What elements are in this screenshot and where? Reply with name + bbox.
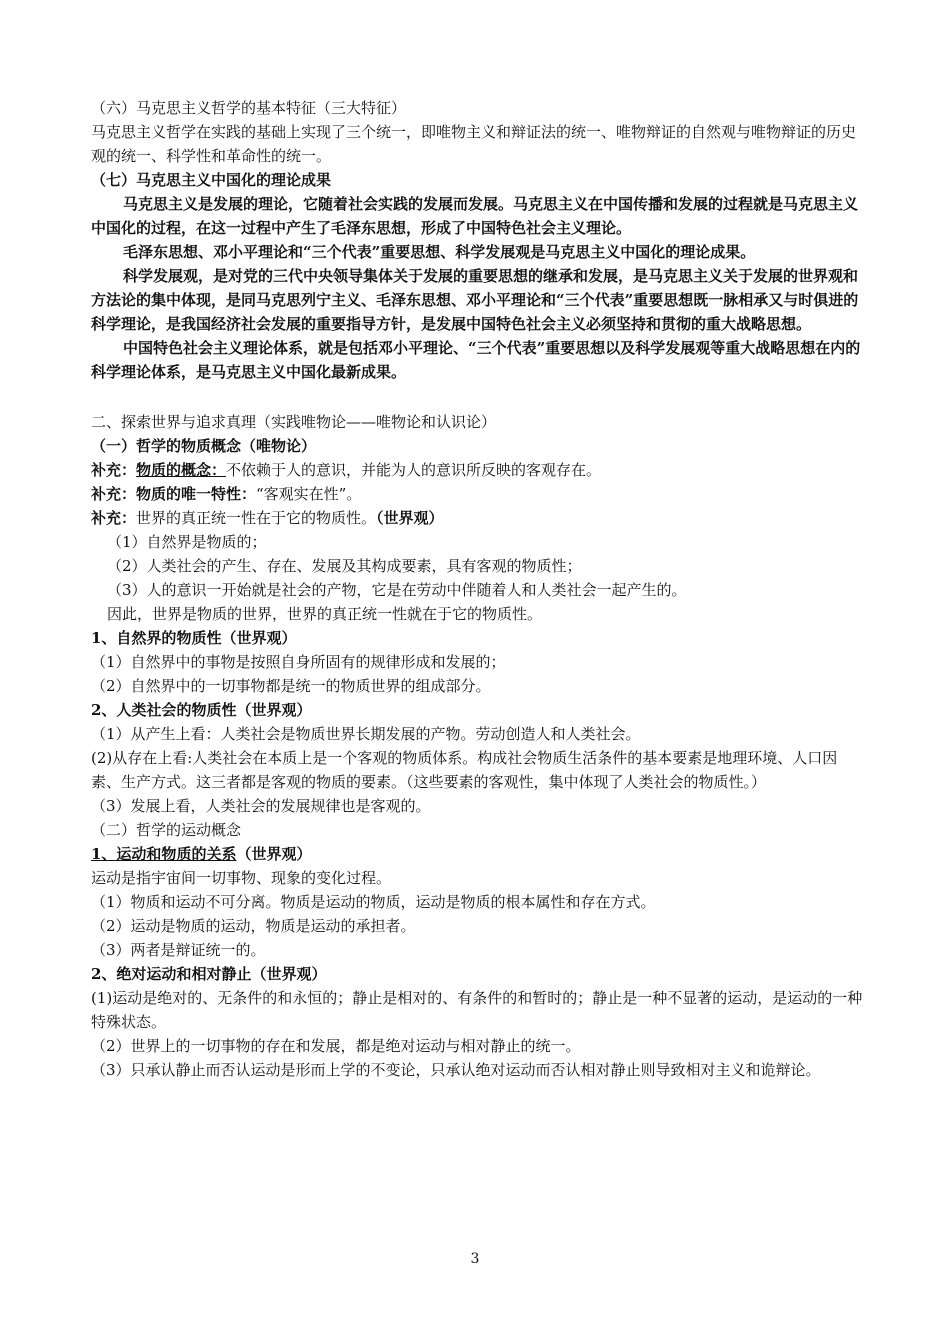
list-item: （2）世界上的一切事物的存在和发展，都是绝对运动与相对静止的统一。: [91, 1037, 581, 1055]
list-item: （3）只承认静止而否认运动是形而上学的不变论，只承认绝对运动而否认相对静止则导致相对主义和诡辩论。: [91, 1061, 821, 1079]
list-item: (1)运动是绝对的、无条件的和永恒的；静止是相对的、有条件的和暂时的；静止是一种不显著的运动，是运动的一种特殊状态。: [91, 989, 863, 1031]
page-number: 3: [470, 1251, 480, 1267]
definition-matter: 不依赖于人的意识，并能为人的意识所反映的客观存在。: [226, 461, 602, 479]
objective-reality: “客观实在性”。: [256, 485, 362, 503]
supplement-only-property-label: 补充：物质的唯一特性：: [91, 485, 257, 503]
paragraph-three-unifications: 马克思主义哲学在实践的基础上实现了三个统一，即唯物主义和辩证法的统一、唯物辩证的自然观与唯物辩证的历史观的统一、科学性和革命性的统一。: [91, 123, 857, 165]
list-item: （3）两者是辩证统一的。: [91, 941, 266, 959]
list-item: （1）自然界是物质的；: [107, 533, 267, 551]
list-item: （2）人类社会的产生、存在、发展及其构成要素，具有客观的物质性；: [107, 557, 582, 575]
motion-definition: 运动是指宇宙间一切事物、现象的变化过程。: [91, 869, 392, 887]
paragraph-theory-system: 中国特色社会主义理论体系，就是包括邓小平理论、“三个代表”重要思想以及科学发展观等重大战略思想在内的科学理论体系，是马克思主义中国化最新成果。: [91, 339, 861, 381]
worldview-tag: （世界观）: [236, 845, 312, 863]
list-item: （3）发展上看，人类社会的发展规律也是客观的。: [91, 797, 431, 815]
list-item: （2）运动是物质的运动，物质是运动的承担者。: [91, 917, 416, 935]
heading-society-materiality: 2、人类社会的物质性（世界观）: [91, 701, 312, 719]
motion-matter-title: 1、运动和物质的关系: [91, 845, 237, 863]
list-item: （3）人的意识一开始就是社会的产物，它是在劳动中伴随着人和人类社会一起产生的。: [107, 581, 687, 599]
paragraph-marxism-development: 马克思主义是发展的理论，它随着社会实践的发展而发展。马克思主义在中国传播和发展的过程就是马克思主义中国化的过程，在这一过程中产生了毛泽东思想，形成了中国特色社会主义理论。: [91, 195, 859, 237]
paragraph-theory-results: 毛泽东思想、邓小平理论和“三个代表”重要思想、科学发展观是马克思主义中国化的理论成果。: [123, 243, 756, 261]
unity-statement: 世界的真正统一性在于它的物质性。: [136, 509, 377, 527]
section-two-title: 二、探索世界与追求真理（实践唯物论——唯物论和认识论）: [91, 413, 497, 431]
heading-motion-matter: [91, 842, 863, 866]
page-body: [91, 96, 863, 1082]
heading-matter-concept: （一）哲学的物质概念（唯物论）: [91, 437, 317, 455]
supplement-matter-concept: [91, 458, 863, 482]
heading-seven: （七）马克思主义中国化的理论成果: [91, 171, 332, 189]
supplement-only-property: [91, 482, 863, 506]
section-gap: [91, 384, 863, 410]
heading-absolute-relative: 2、绝对运动和相对静止（世界观）: [91, 965, 327, 983]
list-item: (2)从存在上看:人类社会在本质上是一个客观的物质体系。构成社会物质生活条件的基本要素是地理环境、人口因素、生产方式。这三者都是客观的物质的要素。（这些要素的客观性，集中体现了人类社会的物质性。）: [91, 749, 838, 791]
heading-motion-concept: （二）哲学的运动概念: [91, 821, 242, 839]
supplement-unity-label: 补充：: [91, 509, 137, 527]
list-item: （1）物质和运动不可分离。物质是运动的物质，运动是物质的根本属性和存在方式。: [91, 893, 656, 911]
list-item: （1）自然界中的事物是按照自身所固有的规律形成和发展的；: [91, 653, 506, 671]
term-matter-concept: 物质的概念：: [136, 461, 227, 479]
paragraph-scientific-outlook: 科学发展观，是对党的三代中央领导集体关于发展的重要思想的继承和发展，是马克思主义关于发展的世界观和方法论的集中体现，是同马克思列宁主义、毛泽东思想、邓小平理论和“三个代表”重要思想既一脉相承又与时俱进的科学理论，是我国经济社会发展的重要指导方针，是发展中国特色社会主义必须坚持和贯彻的重大战略思想。: [91, 267, 859, 333]
list-item: （2）自然界中的一切事物都是统一的物质世界的组成部分。: [91, 677, 491, 695]
worldview-tag: （世界观）: [376, 509, 444, 527]
conclusion-line: 因此，世界是物质的世界，世界的真正统一性就在于它的物质性。: [107, 605, 543, 623]
list-item: （1）从产生上看：人类社会是物质世界长期发展的产物。劳动创造人和人类社会。: [91, 725, 641, 743]
heading-nature-materiality: 1、自然界的物质性（世界观）: [91, 629, 297, 647]
supplement-unity: [91, 506, 863, 530]
heading-six: （六）马克思主义哲学的基本特征（三大特征）: [91, 99, 407, 117]
supplement-label: 补充：: [91, 461, 137, 479]
